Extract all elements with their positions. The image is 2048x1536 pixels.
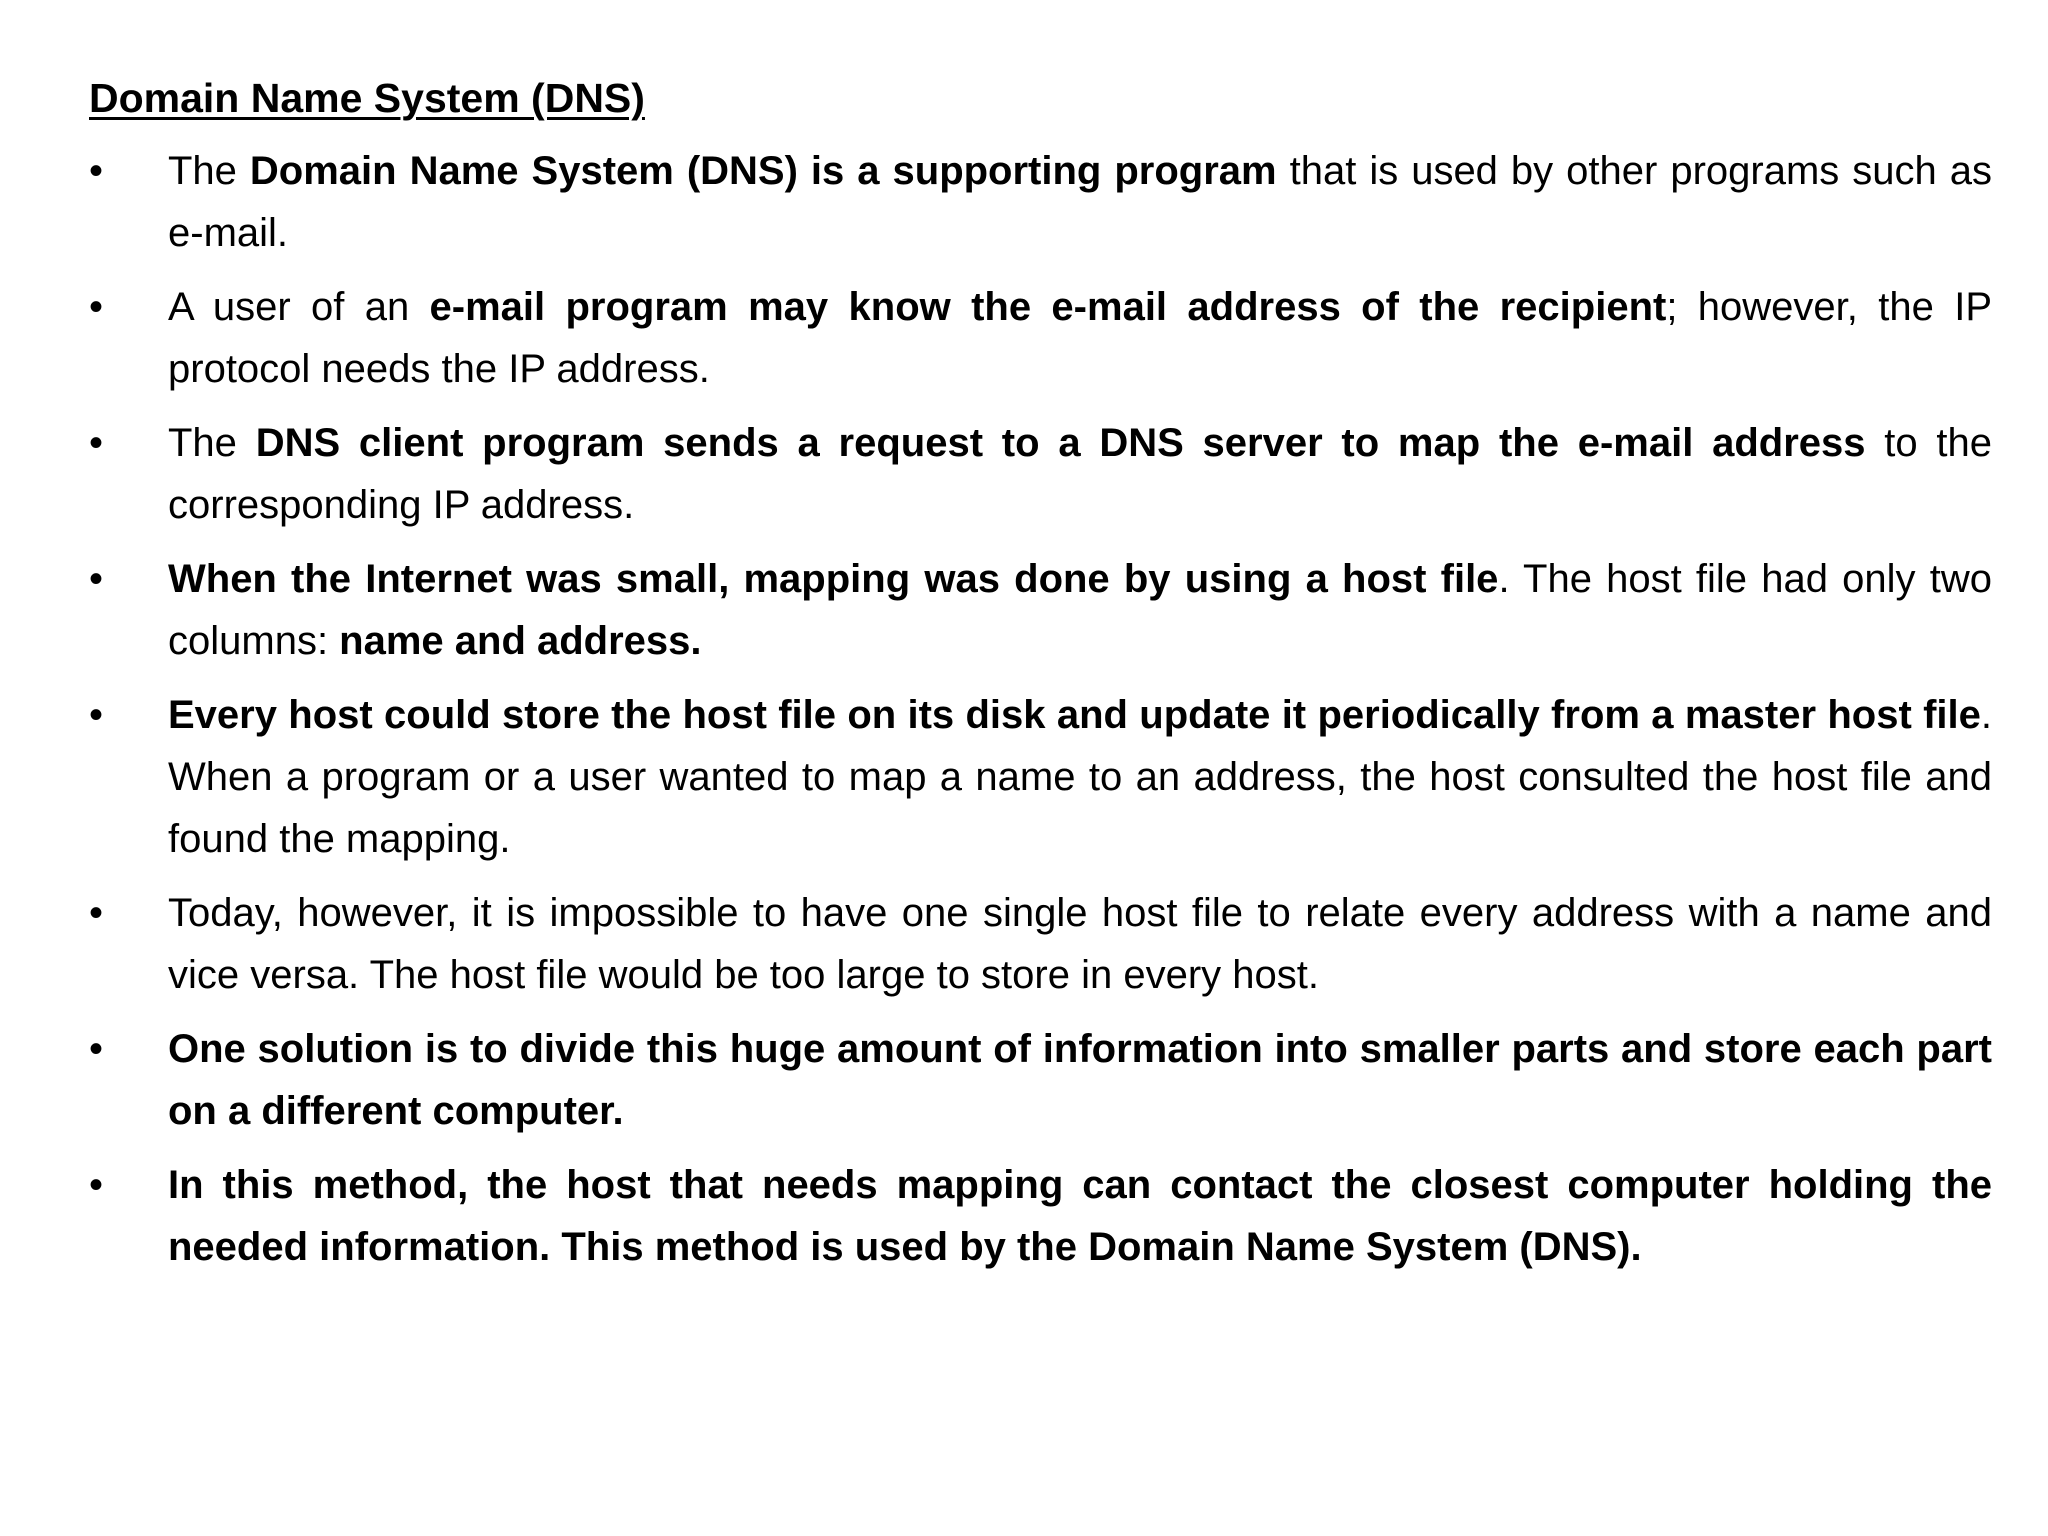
list-item	[0, 1154, 2048, 1278]
bold-text-segment: Domain Name System (DNS) is a supporting program	[249, 149, 1277, 193]
bullet-icon: •	[89, 421, 104, 465]
bullet-icon: •	[89, 557, 104, 601]
text-segment: . The host file had only two columns:	[168, 557, 1992, 663]
bullet-text	[168, 276, 1992, 400]
bullet-icon: •	[89, 693, 104, 737]
bullet-text	[168, 684, 1992, 870]
list-item	[0, 1018, 2048, 1142]
bold-text-segment: One solution is to divide this huge amount of information into smaller parts and store each part on a different computer.	[168, 1027, 1992, 1133]
bullet-text	[168, 140, 1992, 264]
text-segment: A user of an	[168, 285, 430, 329]
bullet-text	[168, 548, 1992, 672]
bullet-icon: •	[89, 285, 104, 329]
text-segment: to the corresponding IP address.	[168, 421, 1992, 527]
list-item	[0, 140, 2048, 264]
page-title: Domain Name System (DNS)	[89, 75, 645, 121]
bold-text-segment: name and address.	[339, 619, 702, 663]
bold-text-segment: e-mail program may know the e-mail address of the recipient	[429, 285, 1667, 329]
bullet-text	[168, 412, 1992, 536]
bullet-text	[168, 1018, 1992, 1142]
list-item	[0, 276, 2048, 400]
text-segment: Today, however, it is impossible to have one single host file to relate every address with a name and vice versa. The host file would be too large to store in every host.	[168, 891, 1992, 997]
bullet-icon: •	[89, 149, 104, 193]
text-segment: ; however, the IP protocol needs the IP address.	[168, 285, 1993, 391]
bullet-icon: •	[89, 891, 104, 935]
text-segment: The	[168, 421, 256, 465]
bullet-list	[0, 140, 2048, 1290]
bold-text-segment: Every host could store the host file on its disk and update it periodically from a master host file	[168, 693, 1981, 737]
list-item	[0, 882, 2048, 1006]
list-item	[0, 412, 2048, 536]
text-segment: The	[168, 149, 250, 193]
list-item	[0, 548, 2048, 672]
bullet-text	[168, 882, 1992, 1006]
text-segment: that is used by other programs such as e-mail.	[168, 149, 1992, 255]
bold-text-segment: When the Internet was small, mapping was done by using a host file	[168, 557, 1499, 601]
bullet-text	[168, 1154, 1992, 1278]
list-item	[0, 684, 2048, 870]
bullet-icon: •	[89, 1163, 104, 1207]
text-segment: . When a program or a user wanted to map a name to an address, the host consulted the host file and found the mapping.	[168, 693, 1992, 861]
bold-text-segment: DNS client program sends a request to a DNS server to map the e-mail address	[255, 421, 1866, 465]
bullet-icon: •	[89, 1027, 104, 1071]
bold-text-segment: In this method, the host that needs mapping can contact the closest computer holding the needed information. This method is used by the Domain Name System (DNS).	[168, 1163, 1992, 1269]
